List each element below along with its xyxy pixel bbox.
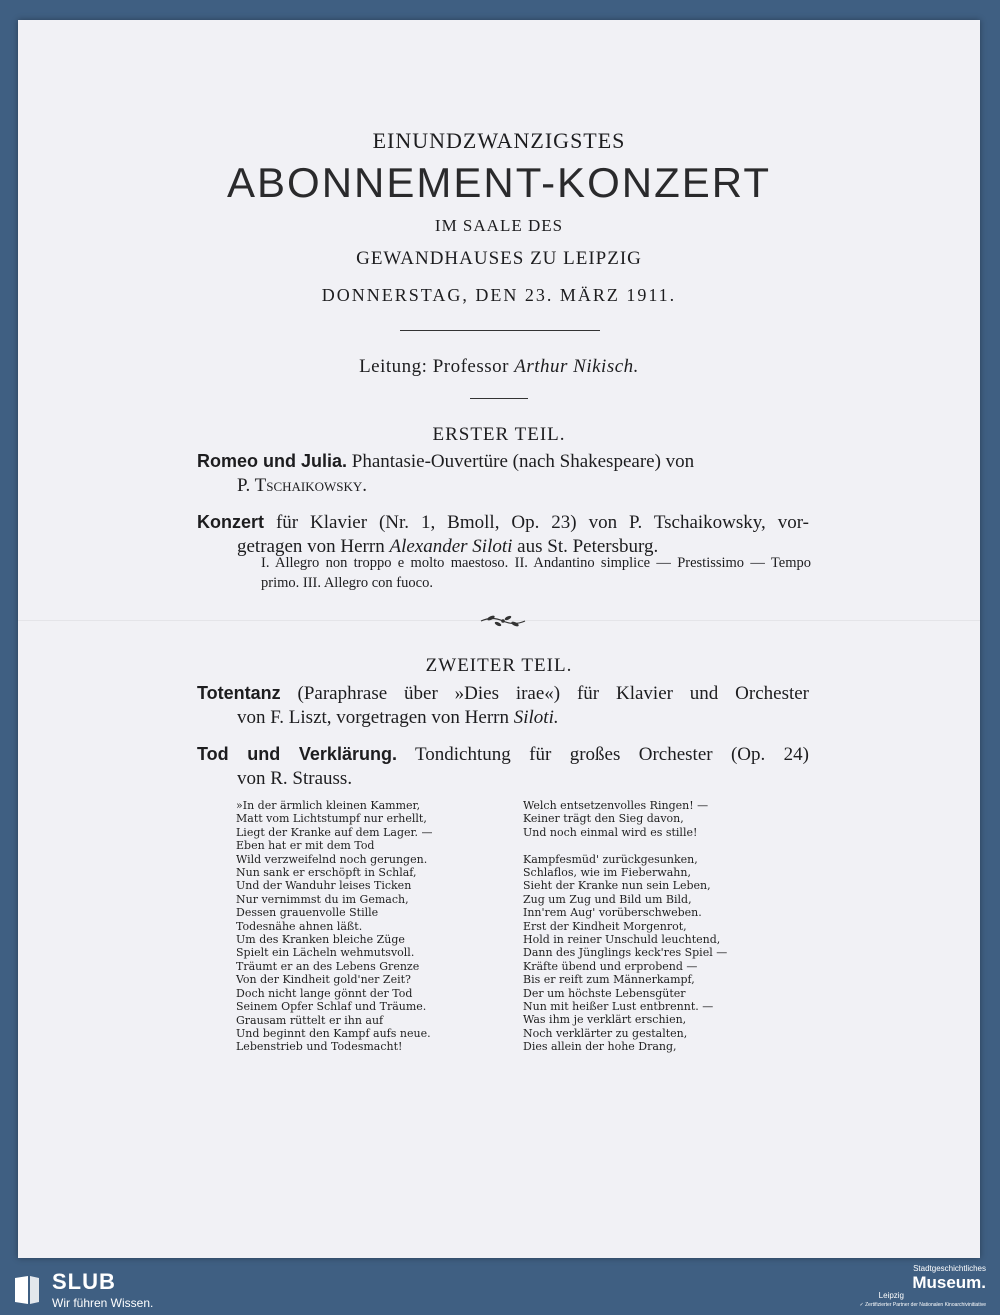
poem-line: Von der Kindheit gold'ner Zeit? [236,973,411,987]
poem-line: Dann des Jünglings keck'res Spiel — [523,946,728,960]
poem-line: Nun mit heißer Lust entbrennt. — [523,1000,714,1014]
poem-line: Nun sank er erschöpft in Schlaf, [236,866,417,880]
konzert-movements: I. Allegro non troppo e molto maestoso. II. Andantino simplice — Prestissimo — Tempo primo. III. Allegro con fuoco. [261,555,811,591]
poem-line: Inn'rem Aug' vorüberschweben. [523,906,702,920]
soloist-suffix: aus St. Petersburg. [517,536,659,557]
poem-line: Eben hat er mit dem Tod [236,839,375,853]
item-composer: P. Tschaikowsky. [237,475,368,496]
divider-rule [400,330,600,331]
leitung-label: Leitung: Professor [359,356,509,377]
item-soloist-line [197,706,809,730]
poem-line: Kräfte übend und erprobend — [523,959,698,973]
poem-line: Liegt der Kranke auf dem Lager. — [236,825,433,839]
venue-line2: GEWANDHAUSES ZU LEIPZIG [356,248,642,269]
footer-bar [0,1258,1000,1315]
short-rule [470,398,528,399]
item-description: Tondichtung für großes Orchester (Op. 24) [415,744,809,765]
concert-date: DONNERSTAG, DEN 23. MÄRZ 1911. [321,285,677,305]
program-sheet [18,20,980,1258]
poem-line: Zug um Zug und Bild um Bild, [523,892,692,906]
poem-line: Wild verzweifelnd noch gerungen. [236,852,428,866]
stanza-gap [523,839,727,852]
poem-line: Keiner trägt den Sieg davon, [523,812,684,826]
soloist-name: Alexander Siloti [389,536,513,557]
item-description: für Klavier (Nr. 1, Bmoll, Op. 23) von P. Tschaikowsky, vor- [275,512,810,533]
poem-line: Nur vernimmst du im Gemach, [236,892,409,906]
poem-line: Kampfesmüd' zurückgesunken, [523,852,698,866]
item-title: Romeo und Julia. [197,451,348,471]
program-item-konzert [197,510,809,559]
program-item-romeo [197,449,809,498]
museum-name: Museum. [912,1273,986,1292]
item-title: Konzert [197,512,264,532]
poem-line: Träumt er an des Lebens Grenze [236,959,420,973]
concert-number: EINUNDZWANZIGSTES [372,128,626,153]
soloist-name: Siloti. [513,707,559,728]
museum-label: Stadtgeschichtliches [913,1264,986,1273]
conductor-name: Arthur Nikisch. [514,356,639,377]
poem-line: Lebenstrieb und Todesmacht! [236,1040,403,1054]
poem-left-column [236,799,433,1054]
poem-line: Und beginnt den Kampf aufs neue. [236,1026,431,1040]
poem-line: Um des Kranken bleiche Züge [236,933,405,947]
poem-line: Dies allein der hohe Drang, [523,1040,677,1054]
poem-line: Spielt ein Lächeln wehmutsvoll. [236,946,415,960]
program-item-tod-und-verklaerung [197,742,809,791]
poem-line: Dessen grauenvolle Stille [236,906,379,920]
slub-name: SLUB [52,1269,116,1294]
item-composer: von R. Strauss. [237,768,353,789]
museum-city: Leipzig [878,1291,904,1300]
poem-line: Seinem Opfer Schlaf und Träume. [236,1000,427,1014]
part1-heading: ERSTER TEIL. [432,424,566,445]
item-title: Tod und Verklärung. [197,744,397,764]
poem-line: Und der Wanduhr leises Ticken [236,879,412,893]
poem-line: Der um höchste Lebensgüter [523,986,686,1000]
poem-line: Matt vom Lichtstumpf nur erhellt, [236,812,427,826]
poem-line: Noch verklärter zu gestalten, [523,1026,688,1040]
poem-right-column [523,799,727,1054]
poem-line: Erst der Kindheit Morgenrot, [523,919,687,933]
part2-heading: ZWEITER TEIL. [425,655,573,676]
poem-line: Grausam rüttelt er ihn auf [236,1013,384,1027]
concert-title: ABONNEMENT-KONZERT [227,159,771,206]
poem-line: »In der ärmlich kleinen Kammer, [236,799,421,812]
item-title: Totentanz [197,683,281,703]
soloist-prefix: getragen von Herrn [237,536,385,557]
poem-line: Und noch einmal wird es stille! [523,825,698,839]
poem-line: Bis er reift zum Männerkampf, [523,973,695,987]
item-description: (Paraphrase über »Dies irae«) für Klavier und Orchester [297,683,809,704]
venue-line1: IM SAALE DES [434,216,564,235]
slub-slogan: Wir führen Wissen. [52,1296,154,1310]
poem-line: Schlaflos, wie im Fieberwahn, [523,866,691,880]
poem-line: Sieht der Kranke nun sein Leben, [523,879,711,893]
poem-line: Was ihm je verklärt erschien, [523,1013,687,1027]
museum-certification: ✓ Zertifizierter Partner der Nationalen Kinoarchivinitiative [859,1302,986,1308]
poem-line: Welch entsetzenvolles Ringen! — [523,799,709,812]
conductor-line [18,356,980,378]
floral-ornament-icon [478,612,528,628]
poem-line: Hold in reiner Unschuld leuchtend, [523,933,721,947]
program-item-totentanz [197,681,809,730]
poem-line: Todesnähe ahnen läßt. [236,919,363,933]
item-description: Phantasie-Ouvertüre (nach Shakespeare) von [351,451,695,472]
soloist-prefix: von F. Liszt, vorgetragen von Herrn [237,707,509,728]
poem-line: Doch nicht lange gönnt der Tod [236,986,413,1000]
slub-logo-icon [12,1274,42,1306]
